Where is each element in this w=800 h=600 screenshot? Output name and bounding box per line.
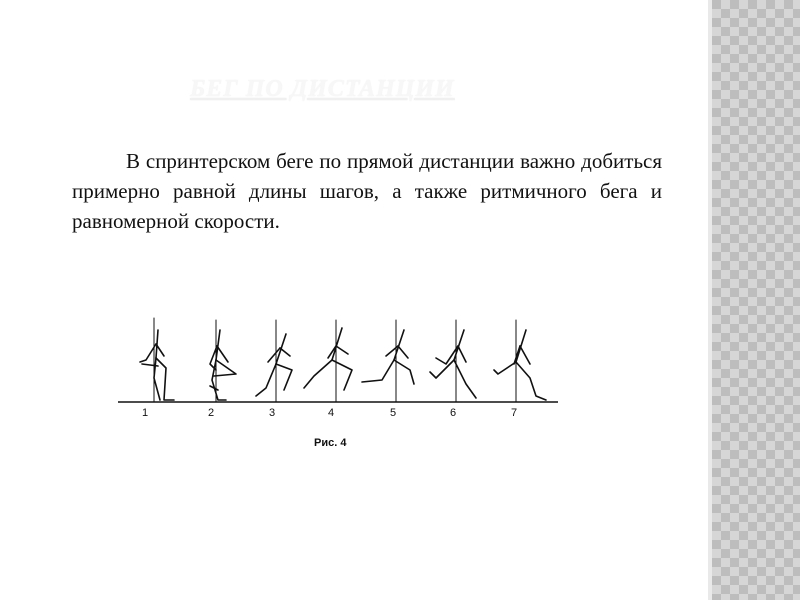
runner-phase-3	[256, 334, 292, 396]
side-decoration-panel	[712, 0, 800, 600]
runner-phase-4	[304, 328, 352, 390]
figure-caption: Рис. 4	[314, 437, 347, 449]
running-phases-illustration	[118, 312, 558, 462]
runner-phase-1	[140, 330, 174, 400]
runner-phase-7	[494, 330, 546, 400]
runner-phase-5	[362, 330, 414, 384]
slide-title: БЕГ ПО ДИСТАНЦИИ	[190, 76, 455, 102]
phase-label-1: 1	[142, 407, 149, 419]
phase-label-6: 6	[450, 407, 457, 419]
phase-label-5: 5	[390, 407, 397, 419]
phase-label-2: 2	[208, 407, 215, 419]
phase-label-3: 3	[269, 407, 276, 419]
running-phases-figure	[118, 312, 558, 462]
phase-label-4: 4	[328, 407, 335, 419]
slide-paragraph: В спринтерском беге по прямой дистанции важно добиться примерно равной длины шагов, а также ритмичного бега и равномерной скорости.	[72, 149, 662, 233]
reference-lines	[154, 318, 516, 402]
runner-phase-6	[430, 330, 476, 398]
phase-label-7: 7	[511, 407, 518, 419]
runner-phase-2	[210, 330, 236, 400]
